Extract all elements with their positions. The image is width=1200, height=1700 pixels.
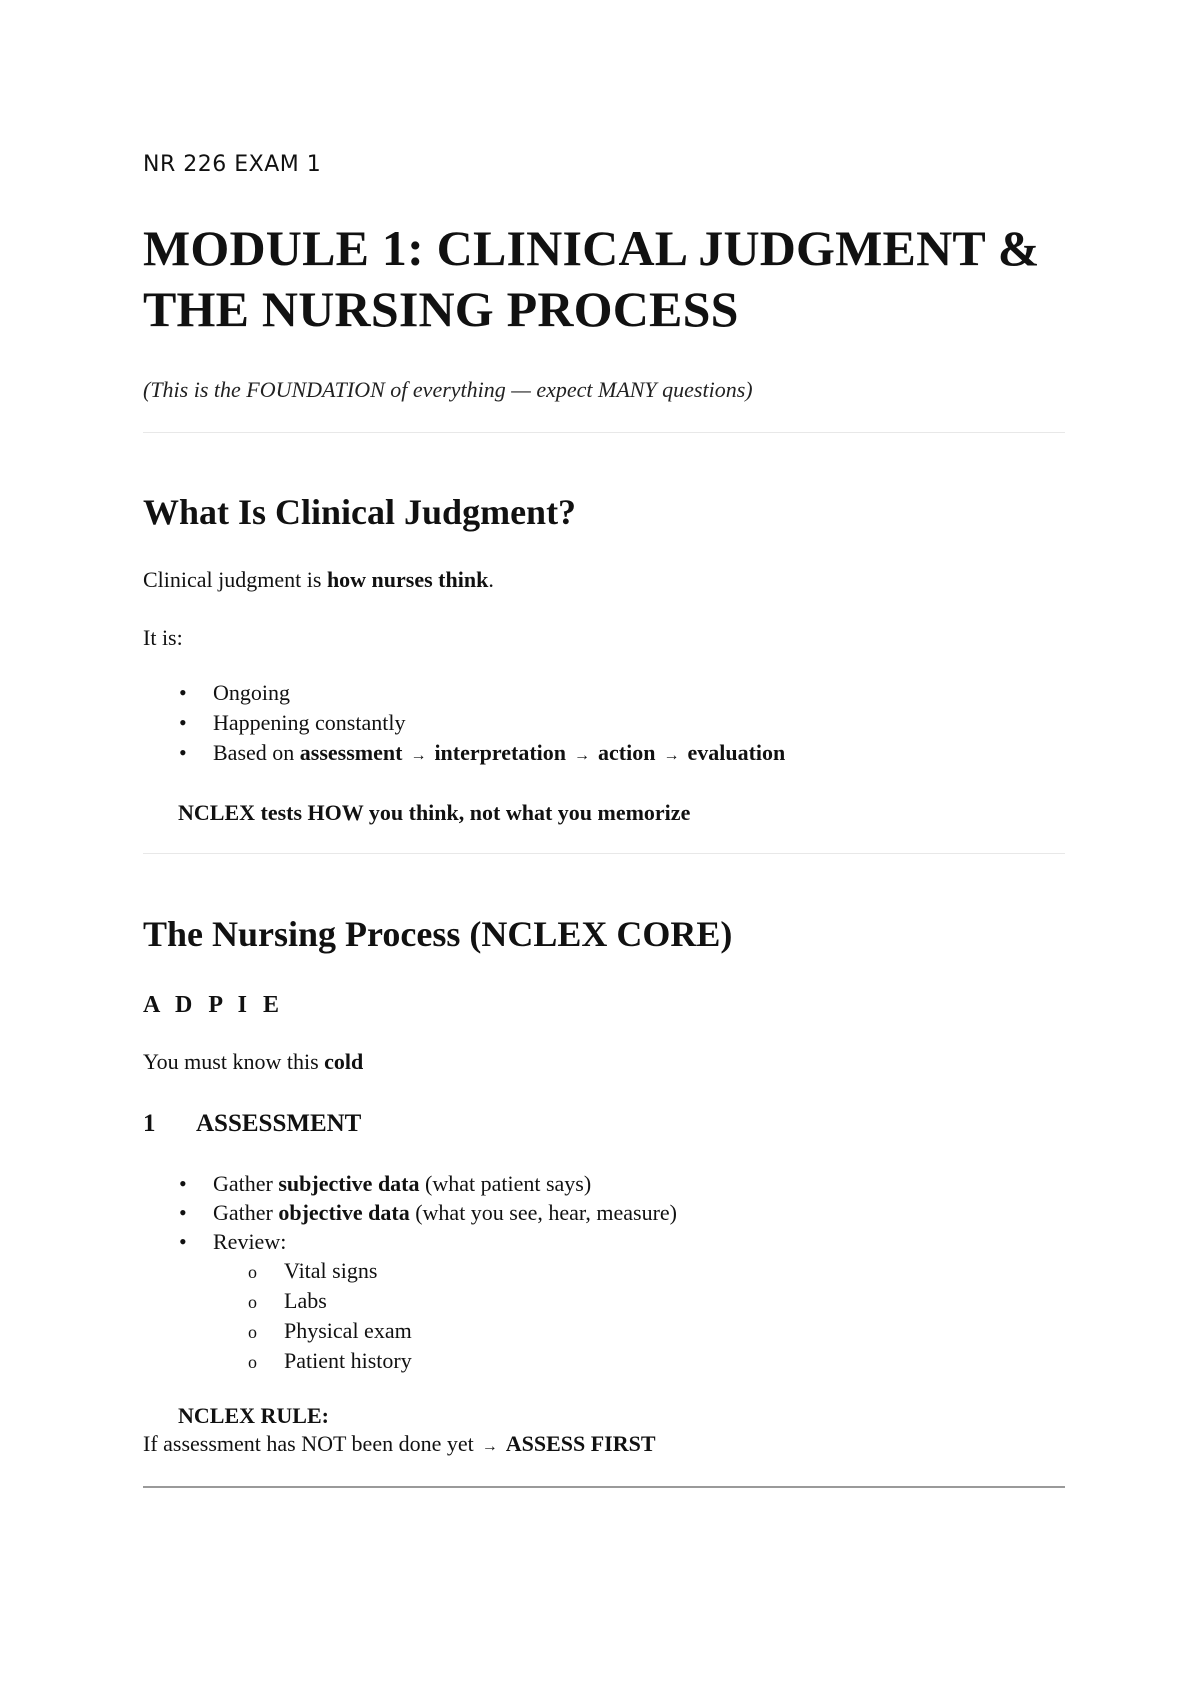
module-title-line-1: MODULE 1: CLINICAL JUDGMENT &	[143, 220, 1040, 276]
bullet-icon: •	[179, 740, 187, 765]
intro-prefix: Clinical judgment is	[143, 567, 327, 592]
document-page	[143, 150, 1063, 1488]
review-sublist	[143, 1256, 1063, 1376]
intro-suffix: .	[488, 567, 494, 592]
section-divider-thick	[143, 1486, 1065, 1488]
list-item	[143, 1198, 1063, 1227]
review-label: Review:	[213, 1229, 287, 1254]
bullet-icon: •	[179, 710, 187, 735]
bullet-icon: •	[179, 680, 187, 705]
sub-list-item-text: Labs	[284, 1288, 327, 1313]
list-item	[143, 1227, 1063, 1256]
based-on-prefix: Based on	[213, 740, 300, 765]
list-item-text: Ongoing	[213, 680, 290, 705]
step-action: action	[598, 740, 656, 765]
sub-list-item	[143, 1316, 1063, 1346]
list-item	[143, 678, 1063, 708]
step-interpretation: interpretation	[434, 740, 567, 765]
step-assessment: assessment	[299, 740, 403, 765]
list-item	[143, 708, 1063, 738]
list-item-prefix: Gather	[213, 1171, 279, 1196]
list-item-bold: objective data	[278, 1200, 410, 1225]
circle-bullet-icon: o	[248, 1322, 257, 1342]
circle-bullet-icon: o	[248, 1352, 257, 1372]
module-subtitle: (This is the FOUNDATION of everything — expect MANY questions)	[143, 377, 753, 402]
section-divider	[143, 432, 1065, 433]
nclex-callout: NCLEX tests HOW you think, not what you memorize	[178, 800, 691, 825]
step-title: ASSESSMENT	[196, 1110, 362, 1137]
rule-bold: ASSESS FIRST	[505, 1431, 656, 1456]
clinical-judgment-list	[143, 678, 1063, 771]
know-bold: cold	[324, 1049, 364, 1074]
document-header: NR 226 EXAM 1	[143, 152, 322, 177]
sub-list-item	[143, 1286, 1063, 1316]
sub-list-item-text: Patient history	[284, 1348, 412, 1373]
step-evaluation: evaluation	[687, 740, 786, 765]
know-cold-text	[143, 1048, 1063, 1076]
list-item-suffix: (what you see, hear, measure)	[409, 1200, 677, 1225]
adpie-acronym: A D P I E	[143, 992, 285, 1018]
arrow-right-icon: →	[663, 747, 680, 764]
sub-list-item-text: Physical exam	[284, 1318, 412, 1343]
list-item-suffix: (what patient says)	[419, 1171, 592, 1196]
list-item-bold: subjective data	[278, 1171, 420, 1196]
bullet-icon: •	[179, 1200, 187, 1225]
it-is-label: It is:	[143, 625, 183, 650]
bullet-icon: •	[179, 1229, 187, 1254]
section-divider	[143, 853, 1065, 854]
nclex-rule-label: NCLEX RULE:	[178, 1403, 329, 1428]
know-prefix: You must know this	[143, 1049, 325, 1074]
nclex-rule-text	[143, 1430, 1063, 1461]
assessment-list	[143, 1169, 1063, 1256]
bullet-icon: •	[179, 1171, 187, 1196]
step-number: 1	[143, 1110, 156, 1137]
arrow-right-icon: →	[481, 1438, 498, 1455]
clinical-judgment-heading: What Is Clinical Judgment?	[143, 492, 577, 532]
nursing-process-heading: The Nursing Process (NCLEX CORE)	[143, 914, 733, 954]
list-item-text: Happening constantly	[213, 710, 406, 735]
arrow-right-icon: →	[410, 747, 427, 764]
list-item	[143, 1169, 1063, 1198]
sub-list-item	[143, 1346, 1063, 1376]
clinical-judgment-intro	[143, 566, 1063, 594]
step-heading-assessment	[143, 1109, 1063, 1139]
list-item-prefix: Gather	[213, 1200, 279, 1225]
module-title	[143, 218, 1063, 340]
list-item	[143, 738, 1063, 771]
sub-list-item-text: Vital signs	[284, 1258, 378, 1283]
sub-list-item	[143, 1256, 1063, 1286]
circle-bullet-icon: o	[248, 1262, 257, 1282]
intro-bold: how nurses think	[326, 567, 489, 592]
arrow-right-icon: →	[574, 747, 591, 764]
module-title-line-2: THE NURSING PROCESS	[143, 281, 739, 337]
circle-bullet-icon: o	[248, 1292, 257, 1312]
rule-prefix: If assessment has NOT been done yet	[143, 1431, 474, 1456]
